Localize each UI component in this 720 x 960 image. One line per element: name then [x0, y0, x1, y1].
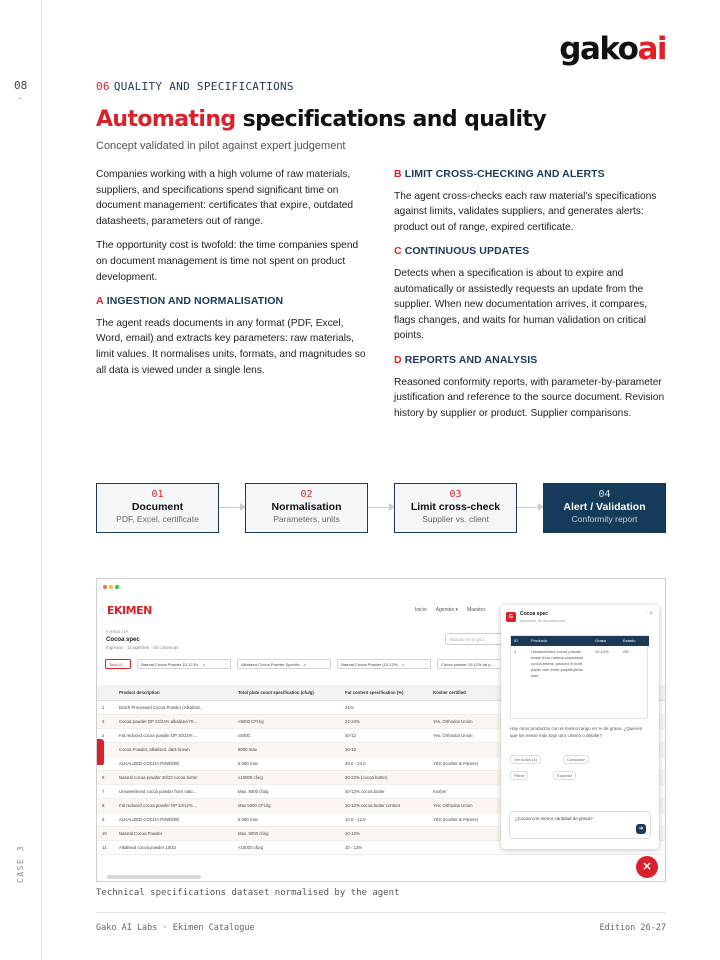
flow-step-number: 01 [151, 489, 164, 500]
table-cell: Alkalised cocoa powder 10/12 [119, 845, 177, 850]
table-cell: ≤5000 [238, 733, 250, 738]
horizontal-scrollbar[interactable] [107, 875, 201, 879]
chat-cell: 1 [514, 649, 517, 654]
maximize-dot-icon [115, 585, 119, 589]
flow-step-title: Document [131, 501, 184, 513]
column-header[interactable]: Kosher certified [433, 690, 466, 695]
chat-table-header [511, 636, 649, 646]
chat-status: Asistente de documentos [520, 618, 565, 623]
table-cell: ALKALIZED COCOA POWDER [119, 761, 180, 766]
table-cell: 10 [102, 831, 107, 836]
column-header[interactable]: Product description [119, 690, 160, 695]
chat-window-buttons[interactable]: ◌ × [644, 611, 653, 617]
app-nav [415, 607, 494, 613]
page-title [96, 107, 546, 132]
logo-text-dark: gako [559, 31, 638, 67]
table-cell: Yes, Orthodox Union [433, 719, 473, 724]
table-cell: 3 [102, 733, 105, 738]
section-b-text: The agent cross-checks each raw material's specifications against limits, validates suppliers, and generates alerts: product out of range, expired certificate. [394, 190, 657, 233]
table-cell: Fat reduced cocoa powder DP 10/12% ... [119, 803, 198, 808]
table-cell: 10-12% [345, 831, 360, 836]
table-cell: Max 5000 CFU/g [238, 803, 271, 808]
table-cell: Yes, Orthodox Union [433, 733, 473, 738]
section-a-title: INGESTION AND NORMALISATION [106, 295, 284, 308]
flow-step-title: Limit cross-check [410, 501, 501, 513]
chat-column-header: Estado [623, 638, 636, 643]
suggestion-chip[interactable]: Filtrar [510, 771, 528, 780]
flow-step-normalisation [245, 483, 368, 533]
chat-input-text: ¿Cocoa con menor cantidad de grasa? [515, 816, 593, 821]
table-cell: 5 000 max [238, 817, 259, 822]
close-chat-button[interactable]: ✕ [636, 856, 658, 878]
tab-document[interactable]: Natural Cocoa Powder 10-12 Ex... × [137, 659, 231, 669]
chat-column-header: Producto [531, 638, 548, 643]
process-flow [96, 483, 666, 533]
table-cell: ≤10000 cfu/g [238, 775, 263, 780]
section-c-text: Detects when a specification is about to expire and automatically or assistedly requests an update from the supplier. When new documentation arrives, it compares, flags changes, and waits for human validation on critical points. [394, 267, 648, 342]
title-highlight: Automating [96, 107, 236, 132]
section-d-heading [394, 353, 668, 369]
section-c-title: CONTINUOUS UPDATES [404, 245, 530, 258]
table-cell: Max. 5000 cfu/g [238, 789, 269, 794]
flow-step-subtitle: PDF, Excel, certificate [116, 514, 199, 524]
assistant-avatar-icon: G [506, 612, 516, 622]
footer-divider [96, 912, 666, 913]
intro-paragraph-2: The opportunity cost is twofold: the time companies spend on document management is time not spent on product development. [96, 240, 359, 283]
ekimen-logo: EKIMEN [107, 604, 152, 617]
chat-title: Cocoa spec [520, 611, 549, 617]
right-column [394, 167, 668, 430]
table-cell: Unsweetened cocoa powder from natu... [119, 789, 197, 794]
table-cell: Natural cocoa powder 20/22 cocoa butter [119, 775, 198, 780]
section-a-letter: A [96, 295, 104, 308]
column-header[interactable]: Total plate count specification (cfu/g) [238, 690, 314, 695]
table-cell: 21% [345, 705, 354, 710]
table-cell: 10-12 [345, 747, 356, 752]
footer-edition: Edition 26-27 [599, 923, 666, 933]
chat-message-input[interactable] [509, 811, 651, 839]
table-cell: 20-22% (cocoa butter) [345, 775, 388, 780]
assistant-chat-panel [501, 605, 659, 849]
table-cell: 1 [102, 705, 105, 710]
breadcrumb[interactable]: < Inicio / IA [106, 629, 129, 634]
chat-cell: Unsweetened cocoa powder made from natural processed cocoa beans, packed in kraft paper with inner polyethylene liner [531, 649, 584, 678]
section-a-text: The agent reads documents in any format (PDF, Excel, Word, email) and extracts key parameters: raw materials, limit values. It normalises units, formats, and magnitudes so all data is viewed under a single lens. [96, 317, 366, 376]
section-b-letter: B [394, 168, 402, 180]
left-column [96, 167, 370, 387]
section-c-letter: C [394, 245, 402, 258]
page-number: 08 [14, 79, 28, 92]
send-icon[interactable]: ➜ [636, 824, 646, 834]
chat-result-table [510, 635, 648, 719]
section-c-heading [394, 244, 668, 260]
table-cell: 10-12 [345, 733, 356, 738]
column-header[interactable]: Fat content specification (%) [345, 690, 404, 695]
flow-step-title: Normalisation [271, 501, 342, 513]
table-cell: 5000 max [238, 747, 257, 752]
table-cell: Natural Cocoa Powder [119, 831, 163, 836]
page-subtitle: Concept validated in pilot against expert judgement [96, 140, 346, 152]
app-screenshot [96, 578, 666, 882]
gako-ai-logo [559, 31, 666, 67]
table-cell: 10-12% cocoa butter [345, 789, 385, 794]
nav-item[interactable]: Maestro [466, 607, 485, 613]
dataset-title: Cocoa spec [106, 637, 140, 643]
grid-search-input[interactable]: Buscar en la grid... [445, 633, 511, 645]
table-cell: Kosher [433, 789, 447, 794]
suggestion-chip[interactable]: Comparar [563, 755, 589, 764]
table-cell: 5 000 max [238, 761, 259, 766]
section-label: QUALITY AND SPECIFICATIONS [113, 80, 294, 93]
table-cell: 10.0 - 12.0 [345, 817, 366, 822]
close-dot-icon [103, 585, 107, 589]
flow-step-cross-check [394, 483, 517, 533]
flow-step-title: Alert / Validation [563, 501, 646, 513]
minimize-dot-icon [109, 585, 113, 589]
section-d-text: Reasoned conformity reports, with parameter-by-parameter justification and reference to the source document. Revision history by supplier or product. Supplier comparisons. [394, 376, 665, 419]
case-label: CASE 3 [16, 845, 25, 883]
table-cell: Cocoa powder DP 22/24% alkalised 70... [119, 719, 198, 724]
section-number: 06 [96, 80, 110, 93]
table-cell: YES (Kosher & Pareve) [433, 817, 479, 822]
section-d-letter: D [394, 353, 402, 366]
flow-step-subtitle: Parameters, units [273, 514, 340, 524]
section-b-title: LIMIT CROSS-CHECKING AND ALERTS [404, 168, 605, 180]
title-rest: specifications and quality [242, 107, 547, 132]
side-rule [41, 0, 42, 960]
chat-cell: 10-12% [595, 649, 609, 654]
table-cell: 8 [102, 803, 105, 808]
flow-step-number: 04 [598, 489, 611, 500]
table-cell: 20.0 - 24.0 [345, 761, 366, 766]
side-panel-toggle[interactable] [97, 739, 104, 765]
dataset-meta: Ingestas · 11 agentes · 45 columnas [106, 645, 179, 650]
flow-step-number: 02 [300, 489, 313, 500]
tab-document[interactable]: Cocoa powder 10-12% fat p... [437, 659, 517, 669]
table-cell: 10-12% cocoa butter content [345, 803, 400, 808]
table-cell: Yes, Orthodox Union [433, 803, 473, 808]
tab-all[interactable]: Todo 11 [105, 659, 131, 669]
flow-step-alert [543, 483, 666, 533]
flow-step-document [96, 483, 219, 533]
table-cell: 22-24% [345, 719, 360, 724]
figure-caption: Technical specifications dataset normalised by the agent [96, 888, 400, 898]
table-cell: 7 [102, 789, 105, 794]
section-b-heading [394, 167, 668, 183]
chat-column-header: ID [514, 638, 518, 643]
nav-item[interactable]: Inicio [415, 607, 427, 613]
table-cell: <5000 CFU/g [238, 719, 264, 724]
section-kicker [96, 80, 294, 93]
table-cell: Cocoa Powder, alkalised, dark brown [119, 747, 190, 752]
chat-column-header: Grasa [595, 638, 606, 643]
table-cell: Max. 5000 cfu/g [238, 831, 269, 836]
page-number-dash: - [19, 93, 22, 103]
intro-paragraph-1: Companies working with a high volume of raw materials, suppliers, and specifications spend significant time on document management: certificates that expire, outdated datasheets, parameters out of range. [96, 169, 354, 227]
tab-document[interactable]: Natural Cocoa Powder (10-12%... × [337, 659, 431, 669]
table-cell: 10 - 12% [345, 845, 363, 850]
chat-cell: OK [623, 649, 629, 654]
logo-text-accent: ai [637, 31, 666, 67]
flow-step-number: 03 [449, 489, 462, 500]
window-controls [103, 585, 121, 591]
suggestion-chip[interactable]: Exportar [553, 771, 576, 780]
table-cell: Fat reduced cocoa powder DP 20/22% ... [119, 733, 198, 738]
nav-item[interactable]: Agentes ▾ [435, 607, 458, 613]
section-a-heading [96, 294, 370, 310]
table-cell: 11 [102, 845, 107, 850]
flow-step-subtitle: Conformity report [571, 514, 638, 524]
tab-document[interactable]: Alkalised Cocoa Powder Specific... × [237, 659, 331, 669]
footer-publisher: Gako AI Labs · Ekimen Catalogue [96, 923, 255, 933]
table-cell: 6 [102, 775, 105, 780]
table-cell: 9 [102, 817, 105, 822]
table-cell: <10000 cfu/g [238, 845, 263, 850]
flow-step-subtitle: Supplier vs. client [422, 514, 489, 524]
table-cell: YES (Kosher & Pareve) [433, 761, 479, 766]
table-cell: ALKALIZED COCOA POWDER [119, 817, 180, 822]
assistant-message: Hay otros productos con el mismo rango en % de grasa. ¿Quieres que los revise más bajo otro criterio o detalle? [510, 726, 643, 738]
section-d-title: REPORTS AND ANALYSIS [404, 353, 538, 366]
table-cell: 2 [102, 719, 105, 724]
suggestion-chip[interactable]: Ver todos (4) [510, 755, 541, 764]
table-cell: Dutch Processed Cocoa Powder (Alkalizat... [119, 705, 204, 710]
